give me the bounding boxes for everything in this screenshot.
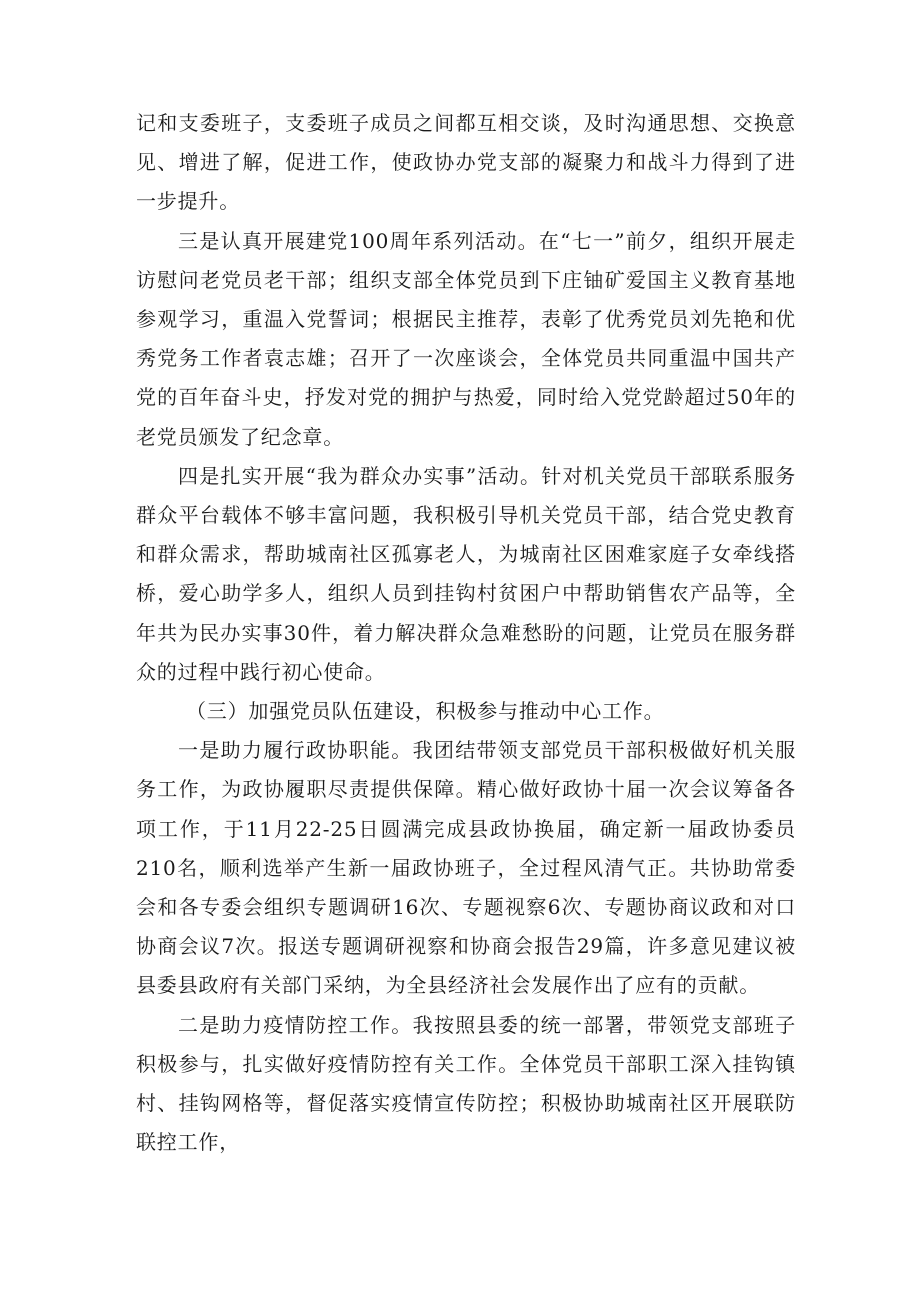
paragraph-epidemic-control: 二是助力疫情防控工作。我按照县委的统一部署，带领党支部班子积极参与，扎实做好疫情防控有关工作。全体党员干部职工深入挂钩镇村、挂钩网格等，督促落实疫情宣传防控；积极协助城南社区开展联防联控工作， <box>136 1012 796 1155</box>
paragraph-practical-deeds: 四是扎实开展“我为群众办实事”活动。针对机关党员干部联系服务群众平台载体不够丰富问题，我积极引导机关党员干部，结合党史教育和群众需求，帮助城南社区孤寡老人，为城南社区困难家庭子女牵线搭桥，爱心助学多人，组织人员到挂钩村贫困户中帮助销售农产品等，全年共为民办实事30件，着力解决群众急难愁盼的问题，让党员在服务群众的过程中践行初心使命。 <box>136 463 796 684</box>
paragraph-continuation: 记和支委班子，支委班子成员之间都互相交谈，及时沟通思想、交换意见、增进了解，促进工作，使政协办党支部的凝聚力和战斗力得到了进一步提升。 <box>136 111 796 214</box>
paragraph-centenary-activities: 三是认真开展建党100周年系列活动。在“七一”前夕，组织开展走访慰问老党员老干部；组织支部全体党员到下庄铀矿爱国主义教育基地参观学习，重温入党誓词；根据民主推荐，表彰了优秀党员刘先艳和优秀党务工作者袁志雄；召开了一次座谈会，全体党员共同重温中国共产党的百年奋斗史，抒发对党的拥护与热爱，同时给入党党龄超过50年的老党员颁发了纪念章。 <box>136 228 796 449</box>
paragraph-cppcc-duties: 一是助力履行政协职能。我团结带领支部党员干部积极做好机关服务工作，为政协履职尽责提供保障。精心做好政协十届一次会议筹备各项工作，于11月22-25日圆满完成县政协换届，确定新一届政协委员210名，顺利选举产生新一届政协班子，全过程风清气正。共协助常委会和各专委会组织专题调研16次、专题视察6次、专题协商议政和对口协商会议7次。报送专题调研视察和协商会报告29篇，许多意见建议被县委县政府有关部门采纳，为全县经济社会发展作出了应有的贡献。 <box>136 738 796 998</box>
document-body <box>136 104 796 1162</box>
section-heading-3: （三）加强党员队伍建设，积极参与推动中心工作。 <box>186 699 665 724</box>
